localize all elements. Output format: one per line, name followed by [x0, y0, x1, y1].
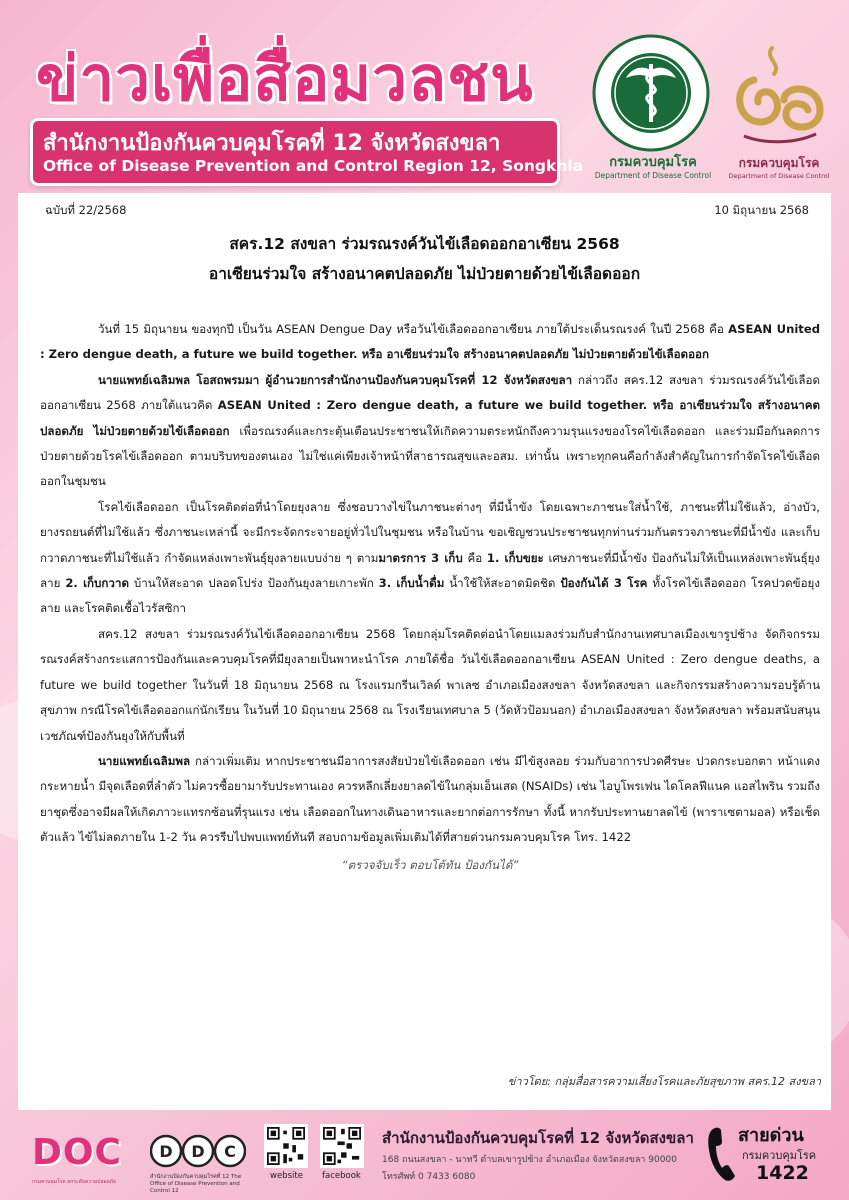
ddc-logo-icon	[150, 1130, 246, 1172]
svg-text:C: C	[224, 1142, 236, 1161]
doc-logo: DOC	[32, 1132, 122, 1173]
facebook-label: facebook	[322, 1171, 361, 1181]
subheadline: อาเซียนร่วมใจ สร้างอนาคตปลอดภัย ไม่ป่วยตายด้วยไข้เลือดออก	[208, 265, 641, 283]
office-banner	[30, 118, 584, 186]
paragraph-2	[40, 368, 820, 495]
phone-icon	[707, 1126, 737, 1182]
p3-text: บ้านให้สะอาด ปลอดโปร่ง ป้องกันยุงลายเกาะพัก	[128, 576, 379, 591]
press-release-paper	[18, 193, 831, 1110]
anniversary-name-th: กรมควบคุมโรค	[738, 156, 820, 170]
paragraph-1	[40, 317, 820, 368]
article-body	[40, 317, 820, 878]
hotline-subtitle: กรมควบคุมโรค	[742, 1149, 817, 1162]
p1-campaign: ASEAN United : Zero dengue death, a future we build together. หรือ อาเซียนร่วมใจ สร้างอนาคตปลอดภัย ไม่ป่วยตายด้วยไข้เลือดออก	[40, 322, 820, 362]
p3-text: โรคไข้เลือดออก เป็นโรคติดต่อที่นำโดยยุงลาย ซึ่งชอบวางไข่ในภาชนะต่างๆ ที่มีน้ำขัง โดยเฉพาะภาชนะใส่น้ำใช้, ภาชนะที่ไม่ใช้แล้ว, อ่างบัว, ยางรถยนต์ที่ไม่ใช้แล้ว ซึ่งภาชนะเหล่านี้ จะมีกระจัดกระจายอยู่ทั่วไปในชุมชน หรือในบ้าน ขอเชิญชวนประชาชนทุกท่านร่วมกันตรวจภาชนะที่มีน้ำขัง และเก็บกวาดภาชนะที่ไม่ใช้แล้ว กำจัดแหล่งเพาะพันธุ์ยุงลายแบบง่าย ๆ ตาม	[40, 499, 820, 565]
p2-text: กล่าวถึง สคร.12 สงขลา ร่วมรณรงค์วันไข้เลือดออกอาเซียน 2568 ภายใต้แนวคิด	[40, 372, 820, 413]
facebook-qr-icon[interactable]	[320, 1124, 364, 1168]
website-label: website	[270, 1171, 303, 1181]
paragraph-5	[40, 749, 820, 851]
anniversary-logo-icon	[724, 40, 832, 152]
slogan: “ตรวจจับเร็ว ตอบโต้ทัน ป้องกันได้”	[341, 857, 519, 872]
anniversary-name-en: Department of Disease Control	[728, 172, 830, 180]
p5-text: กล่าวเพิ่มเติม หากประชาชนมีอาการสงสัยป่วยไข้เลือดออก เช่น มีไข้สูงลอย ร่วมกับอาการปวดศีรษะ ปวดกระบอกตา หน้าแดง กระหายน้ำ มีจุดเลือดที่ลำตัว ไม่ควรซื้อยามารับประทานเอง ควรหลีกเลี่ยงยาลดไข้ในกลุ่มเอ็นเสด (NSAIDs) เช่น ไอบูโพรเฟน ไดโคลฟีแนค แอสไพริน รวมถึงยาชุดซึ่งอาจมีผลให้เกิดภาวะแทรกซ้อนที่รุนแรง เช่น เลือดออกในทางเดินอาหารและยากต่อการรักษา ทั้งนี้ หากรับประทานยาลดไข้ (พาราเซตามอล) หรือเช็ดตัวแล้ว ไข้ไม่ลดภายใน 1-2 วัน ควรรีบไปพบแพทย์ทันที สอบถามข้อมูลเพิ่มเติมได้ที่สายด่วนกรมควบคุมโรค โทร. 1422	[40, 753, 820, 845]
paragraph-3	[40, 495, 820, 622]
svg-text:D: D	[159, 1142, 173, 1161]
doc-logo-subtitle: กรมควบคุมโรค ยกระดับความปลอดภัย	[32, 1179, 116, 1185]
p3-measure: มาตรการ 3 เก็บ	[378, 550, 463, 565]
hotline-title: สายด่วน	[738, 1125, 804, 1146]
office-name-en: Office of Disease Prevention and Control Region 12, Songkhla	[43, 157, 584, 175]
page-header	[0, 0, 849, 195]
headline: สคร.12 สงขลา ร่วมรณรงค์วันไข้เลือดออกอาเซียน 2568	[229, 235, 620, 253]
p3-text: เศษภาชนะที่มีน้ำขัง ป้องกันไม่ให้เป็นแหล่งเพาะพันธุ์ยุงลาย	[40, 550, 821, 591]
p3-text: น้ำใช้ให้สะอาดมิดชิด	[444, 576, 561, 591]
p3-step-2: 2. เก็บกวาด	[65, 576, 129, 591]
p3-text: คือ	[462, 550, 487, 565]
p3-prevent: ป้องกันได้ 3 โรค	[560, 576, 648, 591]
ddc-name-th: กรมควบคุมโรค	[609, 155, 697, 170]
office-name-th: สำนักงานป้องกันควบคุมโรคที่ 12 จังหวัดสงขลา	[43, 131, 501, 156]
issue-date: 10 มิถุนายน 2568	[714, 203, 809, 217]
moph-logo-icon	[592, 34, 710, 152]
svg-text:D: D	[191, 1142, 205, 1161]
website-qr-icon[interactable]	[264, 1124, 308, 1168]
p2-director: นายแพทย์เฉลิมพล โอสถพรมมา ผู้อำนวยการสำนักงานป้องกันควบคุมโรคที่ 12 จังหวัดสงขลา	[98, 372, 573, 387]
p2-campaign: ASEAN United : Zero dengue death, a future we build together. หรือ อาเซียนร่วมใจ สร้างอนาคตปลอดภัย ไม่ป่วยตายด้วยไข้เลือดออก	[40, 398, 821, 438]
page-title: ข่าวเพื่อสื่อมวลชน	[36, 42, 534, 115]
p3-step-1: 1. เก็บขยะ	[486, 550, 544, 565]
issue-number: ฉบับที่ 22/2568	[45, 203, 127, 217]
p3-text-end: ทั้งโรคไข้เลือดออก โรคปวดข้อยุงลาย และโรคติดเชื้อไวรัสซิกา	[40, 576, 820, 616]
news-credit: ข่าวโดย: กลุ่มสื่อสารความเสี่ยงโรคและภัยสุขภาพ สคร.12 สงขลา	[507, 1075, 821, 1088]
ddc-name-en: Department of Disease Control	[594, 171, 712, 180]
p1-text: วันที่ 15 มิถุนายน ของทุกปี เป็นวัน ASEAN Dengue Day หรือวันไข้เลือดออกอาเซียน ภายใต้ประเด็นรณรงค์ ในปี 2568 คือ	[98, 322, 729, 336]
footer-address: 168 ถนนสงขลา - นาทวี ตำบลเขารูปช้าง อำเภอเมือง จังหวัดสงขลา 90000	[382, 1155, 677, 1165]
page-footer	[0, 1112, 849, 1200]
p5-director: นายแพทย์เฉลิมพล	[98, 753, 191, 768]
p3-step-3: 3. เก็บน้ำดื่ม	[378, 576, 445, 591]
paragraph-4: สคร.12 สงขลา ร่วมรณรงค์วันไข้เลือดออกอาเซียน 2568 โดยกลุ่มโรคติดต่อนำโดยแมลงร่วมกับสำนักงานเทศบาลเมืองเขารูปช้าง จัดกิจกรรมรณรงค์สร้างกระแสการป้องกันและควบคุมโรคที่มียุงลายเป็นพาหะนำโรค ภายใต้ชื่อ วันไข้เลือดออกอาเซียน ASEAN United : Zero dengue deaths, a future we build together ในวันที่ 18 มิถุนายน 2568 ณ โรงแรมกรีนเวิลด์ พาเลซ อำเภอเมืองสงขลา จังหวัดสงขลา และกิจกรรมสร้างความรอบรู้ด้านสุขภาพ กรณีโรคไข้เลือดออกแก่นักเรียน ในวันที่ 10 มิถุนายน 2568 ณ โรงเรียนเทศบาล 5 (วัดหัวป้อมนอก) อำเภอเมืองสงขลา จังหวัดสงขลา พร้อมสนับสนุนเวชภัณฑ์ป้องกันยุงให้กับพื้นที่	[40, 626, 820, 743]
footer-office-name: สำนักงานป้องกันควบคุมโรคที่ 12 จังหวัดสงขลา	[382, 1129, 694, 1147]
hotline-number[interactable]: 1422	[756, 1162, 809, 1184]
ddc-logo-subtitle: สำนักงานป้องกันควบคุมโรคที่ 12 The Office of Disease Prevention and Control 12	[150, 1174, 242, 1194]
p2-text-end: เพื่อรณรงค์และกระตุ้นเตือนประชาชนให้เกิดความตระหนักถึงความรุนแรงของโรคไข้เลือดออก และร่วมมือกันลดการป่วยตายด้วยโรคไข้เลือดออก ตามบริบทของตนเอง ไม่ใช่แค่เพียงเจ้าหน้าที่สาธารณสุขและอสม. เท่านั้น เพราะทุกคนคือกำลังสำคัญในการกำจัดโรคไข้เลือดออกในชุมชน	[40, 423, 820, 489]
footer-telephone: โทรศัพท์ 0 7433 6080	[382, 1172, 476, 1182]
